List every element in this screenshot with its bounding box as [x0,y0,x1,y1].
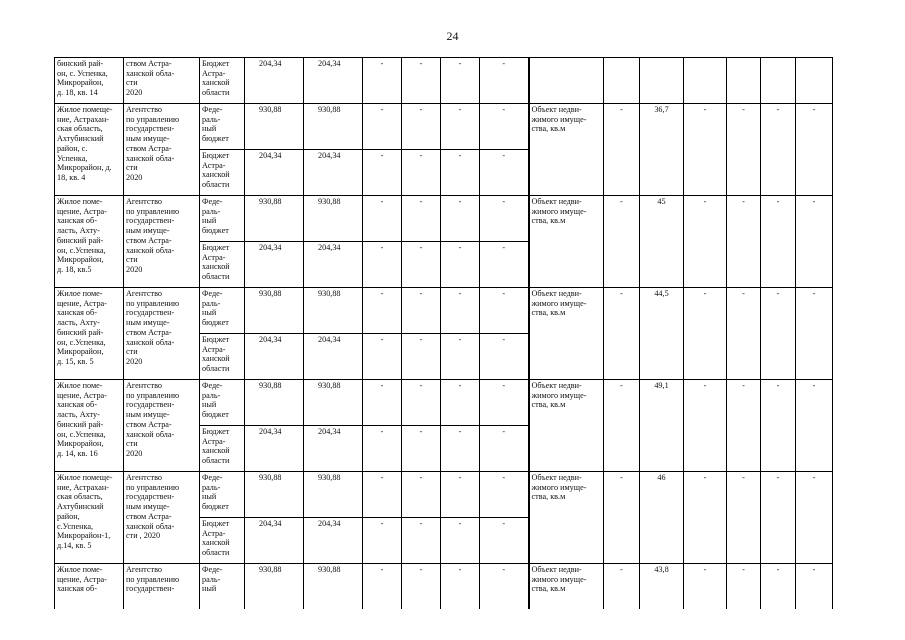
amount-cell: 204,34 [245,150,304,196]
dash-cell: - [402,564,441,610]
dash-cell: - [761,380,796,472]
dash-cell: - [441,426,480,472]
dash-cell: - [480,518,529,564]
dash-cell: - [480,564,529,610]
page-number: 24 [446,29,459,43]
empty-cell [761,58,796,104]
empty-cell [727,58,761,104]
dash-cell: - [604,472,640,564]
program-table [54,57,833,609]
amount-cell: 204,34 [304,58,363,104]
indicator-name-cell: Объект недви- жимого имуще- ства, кв.м [529,472,604,564]
empty-cell [529,58,604,104]
dash-cell: - [402,104,441,150]
dash-cell: - [480,288,529,334]
dash-cell: - [363,196,402,242]
dash-cell: - [441,380,480,426]
indicator-value-cell: 43,8 [640,564,684,610]
dash-cell: - [402,518,441,564]
table-row [55,564,833,610]
dash-cell: - [604,104,640,196]
indicator-value-cell: 36,7 [640,104,684,196]
funding-source-cell: Феде- раль- ный бюджет [200,380,245,426]
dash-cell: - [480,242,529,288]
dash-cell: - [402,242,441,288]
amount-cell: 204,34 [304,334,363,380]
dash-cell: - [363,564,402,610]
address-cell: Жилое поме- щение, Астра- ханская об- [55,564,124,610]
dash-cell: - [480,380,529,426]
indicator-name-cell: Объект недви- жимого имуще- ства, кв.м [529,104,604,196]
agency-cell: ством Астра- ханской обла- сти 2020 [124,58,200,104]
empty-cell [684,58,727,104]
dash-cell: - [761,472,796,564]
address-cell: Жилое поме- щение, Астра- ханская об- ласть, Ахту- бинский рай- он, с.Успенка, Микрорайон, д. 15, кв. 5 [55,288,124,380]
funding-source-cell: Феде- раль- ный бюджет [200,196,245,242]
funding-source-cell: Феде- раль- ный [200,564,245,610]
amount-cell: 204,34 [245,58,304,104]
amount-cell: 930,88 [245,564,304,610]
dash-cell: - [363,426,402,472]
amount-cell: 930,88 [245,196,304,242]
dash-cell: - [480,104,529,150]
funding-source-cell: Бюджет Астра- ханской области [200,242,245,288]
indicator-name-cell: Объект недви- жимого имуще- ства, кв.м [529,564,604,610]
table-row [55,380,833,426]
amount-cell: 204,34 [245,334,304,380]
amount-cell: 930,88 [304,564,363,610]
amount-cell: 930,88 [245,104,304,150]
amount-cell: 204,34 [304,150,363,196]
dash-cell: - [363,518,402,564]
dash-cell: - [363,242,402,288]
funding-source-cell: Феде- раль- ный бюджет [200,472,245,518]
amount-cell: 204,34 [304,242,363,288]
address-cell: бинский рай- он, с. Успенка, Микрорайон, д. 18, кв. 14 [55,58,124,104]
dash-cell: - [480,196,529,242]
dash-cell: - [604,564,640,610]
dash-cell: - [363,380,402,426]
dash-cell: - [402,196,441,242]
dash-cell: - [363,472,402,518]
dash-cell: - [441,518,480,564]
indicator-name-cell: Объект недви- жимого имуще- ства, кв.м [529,196,604,288]
address-cell: Жилое поме- щение, Астра- ханская об- ласть, Ахту- бинский рай- он, с.Успенка, Микрорайон, д. 14, кв. 16 [55,380,124,472]
dash-cell: - [402,472,441,518]
indicator-value-cell: 45 [640,196,684,288]
dash-cell: - [604,288,640,380]
amount-cell: 930,88 [245,472,304,518]
dash-cell: - [441,196,480,242]
dash-cell: - [727,104,761,196]
amount-cell: 930,88 [304,104,363,150]
dash-cell: - [441,564,480,610]
amount-cell: 204,34 [304,426,363,472]
funding-source-cell: Бюджет Астра- ханской области [200,334,245,380]
dash-cell: - [363,288,402,334]
funding-source-cell: Бюджет Астра- ханской области [200,426,245,472]
dash-cell: - [796,472,833,564]
dash-cell: - [727,288,761,380]
table-row [55,58,833,104]
dash-cell: - [796,564,833,610]
dash-cell: - [402,58,441,104]
table-row [55,472,833,518]
address-cell: Жилое помеще- ние, Астрахан- ская область, Ахтубинский район, с. Успенка, Микрорайон, д. 18, кв. 4 [55,104,124,196]
funding-source-cell: Бюджет Астра- ханской области [200,58,245,104]
dash-cell: - [441,288,480,334]
dash-cell: - [441,472,480,518]
dash-cell: - [761,288,796,380]
dash-cell: - [402,150,441,196]
dash-cell: - [727,196,761,288]
indicator-name-cell: Объект недви- жимого имуще- ства, кв.м [529,380,604,472]
dash-cell: - [480,472,529,518]
agency-cell: Агентство по управлению государствен- ным имуще- ством Астра- ханской обла- сти 2020 [124,104,200,196]
address-cell: Жилое поме- щение, Астра- ханская об- ласть, Ахту- бинский рай- он, с.Успенка, Микрорайон, д. 18, кв.5 [55,196,124,288]
dash-cell: - [363,150,402,196]
dash-cell: - [480,334,529,380]
empty-cell [640,58,684,104]
dash-cell: - [684,564,727,610]
dash-cell: - [684,472,727,564]
dash-cell: - [441,150,480,196]
table-row [55,104,833,150]
dash-cell: - [727,380,761,472]
dash-cell: - [796,104,833,196]
agency-cell: Агентство по управлению государствен- ным имуще- ством Астра- ханской обла- сти 2020 [124,288,200,380]
amount-cell: 930,88 [304,196,363,242]
dash-cell: - [727,472,761,564]
empty-cell [604,58,640,104]
dash-cell: - [604,380,640,472]
dash-cell: - [363,58,402,104]
table-row [55,288,833,334]
dash-cell: - [761,196,796,288]
indicator-value-cell: 44,5 [640,288,684,380]
dash-cell: - [480,426,529,472]
amount-cell: 930,88 [245,288,304,334]
indicator-value-cell: 49,1 [640,380,684,472]
indicator-name-cell: Объект недви- жимого имуще- ства, кв.м [529,288,604,380]
dash-cell: - [363,334,402,380]
dash-cell: - [684,288,727,380]
funding-source-cell: Феде- раль- ный бюджет [200,288,245,334]
dash-cell: - [796,288,833,380]
address-cell: Жилое помеще- ние, Астрахан- ская область, Ахтубинский район, с.Успенка, Микрорайон-1, д.14, кв. 5 [55,472,124,564]
dash-cell: - [727,564,761,610]
agency-cell: Агентство по управлению государствен- ным имуще- ством Астра- ханской обла- сти 2020 [124,380,200,472]
amount-cell: 204,34 [245,242,304,288]
agency-cell: Агентство по управлению государствен- ным имуще- ством Астра- ханской обла- сти , 2020 [124,472,200,564]
amount-cell: 204,34 [245,426,304,472]
dash-cell: - [684,104,727,196]
dash-cell: - [796,196,833,288]
amount-cell: 204,34 [245,518,304,564]
dash-cell: - [796,380,833,472]
funding-source-cell: Феде- раль- ный бюджет [200,104,245,150]
funding-source-cell: Бюджет Астра- ханской области [200,518,245,564]
dash-cell: - [480,150,529,196]
amount-cell: 930,88 [304,288,363,334]
empty-cell [796,58,833,104]
table-row [55,196,833,242]
dash-cell: - [441,242,480,288]
dash-cell: - [402,288,441,334]
dash-cell: - [402,380,441,426]
amount-cell: 930,88 [304,380,363,426]
dash-cell: - [402,426,441,472]
table-body [55,58,833,610]
dash-cell: - [441,58,480,104]
dash-cell: - [761,104,796,196]
funding-source-cell: Бюджет Астра- ханской области [200,150,245,196]
dash-cell: - [684,380,727,472]
indicator-value-cell: 46 [640,472,684,564]
dash-cell: - [441,104,480,150]
amount-cell: 930,88 [304,472,363,518]
dash-cell: - [761,564,796,610]
amount-cell: 930,88 [245,380,304,426]
amount-cell: 204,34 [304,518,363,564]
agency-cell: Агентство по управлению государствен- ным имуще- ством Астра- ханской обла- сти 2020 [124,196,200,288]
dash-cell: - [441,334,480,380]
dash-cell: - [363,104,402,150]
dash-cell: - [480,58,529,104]
dash-cell: - [402,334,441,380]
dash-cell: - [684,196,727,288]
agency-cell: Агентство по управлению государствен- [124,564,200,610]
dash-cell: - [604,196,640,288]
